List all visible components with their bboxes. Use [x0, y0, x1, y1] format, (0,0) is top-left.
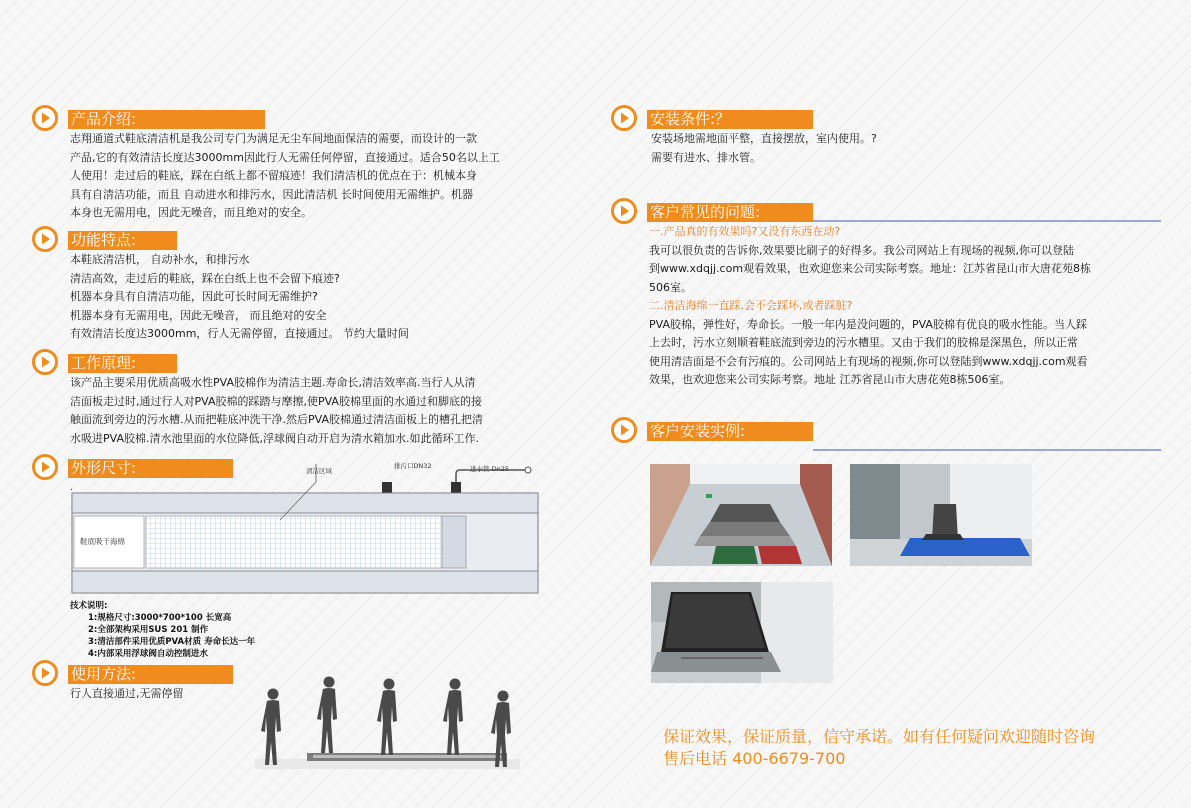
- section-title: 使用方法:: [68, 665, 233, 684]
- section-title: 客户安装实例:: [647, 422, 813, 441]
- walking-illustration: [255, 675, 520, 775]
- play-circle-icon: [32, 454, 58, 480]
- play-circle-icon: [611, 198, 637, 224]
- text-line: 清洁高效，走过后的鞋底，踩在白纸上也不会留下痕迹?: [70, 271, 340, 285]
- text-line: 上去时，污水立刻顺着鞋底流到旁边的污水槽里。又由于我们的胶棉是深黑色，所以正常: [649, 336, 1078, 349]
- inlet-port: [451, 482, 461, 494]
- text-line: 到www.xdqjj.com观看效果，也欢迎您来公司实际考察。地址：江苏省昆山市大唐花苑8栋: [649, 262, 1092, 275]
- section-header: [32, 229, 562, 251]
- text-line: 有效清洁长度达3000mm，行人无需停留，直接通过。 节约大量时间: [70, 327, 409, 340]
- section-header: [32, 352, 562, 374]
- case-photo-cleanroom: [850, 464, 1032, 566]
- section-header: [32, 108, 562, 130]
- text-line: 本鞋底清洁机， 自动补水，和排污水: [70, 253, 250, 266]
- play-circle-icon: [32, 660, 58, 686]
- clean-area-label: 清洁区域: [306, 467, 332, 475]
- text-line: 需要有进水、排水管。: [651, 150, 761, 164]
- section-title: 客户常见的问题:: [647, 203, 813, 222]
- section-faq: [611, 201, 1171, 390]
- footer-slogan: 保证效果，保证质量，信守承诺。如有任何疑问欢迎随时咨询: [663, 727, 1096, 746]
- section-install: [611, 108, 1161, 167]
- text-line: 具有自清洁功能，而且 自动进水和排污水，因此清洁机 长时间使用无需维护。机器: [70, 187, 473, 201]
- text-line: 产品,它的有效清洁长度达3000mm因此行人无需任何停留，直接通过。适合50名以上工: [70, 150, 500, 164]
- text-line: 志翔通道式鞋底清洁机是我公司专门为满足无尘车间地面保洁的需要，而设计的一款: [70, 132, 477, 145]
- features-text: [70, 251, 562, 344]
- text-line: 使用清洁面是不会有污痕的。公司网站上有现场的视频,你可以登陆到www.xdqjj.com观看: [649, 354, 1088, 368]
- play-circle-icon: [611, 417, 637, 443]
- tech-title: 技术说明:: [70, 601, 108, 611]
- case-photo-corridor: [650, 464, 832, 566]
- inlet-label: 进水管 Dn25: [470, 465, 509, 473]
- text-line: 洁面板走过时,通过行人对PVA胶棉的踩踏与摩擦,使PVA胶棉里面的水通过和脚底的接: [70, 394, 482, 408]
- tech-notes: [70, 600, 255, 660]
- text-line: 我可以很负责的告诉你,效果要比刷子的好得多。我公司网站上有现场的视频,你可以登陆: [649, 243, 1074, 257]
- walker-figure: [377, 679, 397, 756]
- tech-item: 2:全部架构采用SUS 201 制作: [88, 625, 209, 635]
- dimension-diagram: [70, 458, 540, 598]
- section-intro: [32, 108, 562, 223]
- section-rule: [813, 449, 1161, 451]
- text-line: 本身也无需用电，因此无噪音，而且绝对的安全。: [70, 206, 312, 219]
- walker-figure: [443, 679, 463, 756]
- text-line: 机器本身具有自清洁功能，因此可长时间无需维护?: [70, 290, 318, 303]
- faq-question: 一.产品真的有效果吗?又没有东西在动?: [649, 225, 841, 238]
- section-rule: [813, 220, 1161, 222]
- play-circle-icon: [611, 105, 637, 131]
- cleaning-grid: [146, 516, 442, 568]
- section-cases: [611, 420, 1161, 442]
- section-title: 功能特点:: [68, 231, 177, 250]
- install-text: [651, 130, 1161, 167]
- play-circle-icon: [32, 349, 58, 375]
- text-line: PVA胶棉，弹性好，寿命长。一般一年内是没问题的，PVA胶棉有优良的吸水性能。当人踩: [649, 317, 1087, 331]
- faq-question: 二.清洁海绵一直踩,会不会踩坏,或者踩脏?: [649, 299, 853, 312]
- section-header: [611, 420, 1161, 442]
- walker-figure: [317, 677, 337, 754]
- section-header: [611, 201, 1171, 223]
- text-line: 该产品主要采用优质高吸水性PVA胶棉作为清洁主题.寿命长,清洁效率高.当行人从清: [70, 376, 476, 389]
- tech-item: 3:清洁部件采用优质PVA材质 寿命长达一年: [88, 637, 256, 647]
- usage-text: 行人直接通过,无需停留: [70, 687, 184, 700]
- section-principle: [32, 352, 562, 448]
- section-title: 产品介绍:: [68, 110, 265, 129]
- section-title: 安装条件:？: [647, 110, 813, 129]
- machine-top-rail: [72, 493, 538, 513]
- text-line: 人使用！走过后的鞋底，踩在白纸上都不留痕迹！我们清洁机的优点在于：机械本身: [70, 169, 477, 182]
- text-line: 效果，也欢迎您来公司实际考察。地址 江苏省昆山市大唐花苑8栋506室。: [649, 373, 1011, 386]
- text-line: 水吸进PVA胶棉.清水池里面的水位降低,浮球阀自动开启为清水箱加水.如此循环工作.: [70, 431, 479, 445]
- mat-slots: [313, 755, 501, 758]
- case-photo-mat: [651, 582, 833, 683]
- footer-phone: 售后电话 400-6679-700: [663, 749, 846, 768]
- dot-mark: .: [70, 483, 73, 493]
- text-line: 机器本身有无需用电，因此无噪音， 而且绝对的安全: [70, 308, 327, 322]
- intro-text: [70, 130, 562, 223]
- play-circle-icon: [32, 105, 58, 131]
- inlet-valve: [525, 467, 531, 473]
- tech-item: 4:内部采用浮球阀自动控制进水: [88, 649, 208, 659]
- text-line: 506室。: [649, 280, 692, 294]
- section-title: 工作原理:: [68, 354, 177, 373]
- sponge-label: 鞋底吸干海绵: [80, 537, 125, 546]
- machine-bottom-rail: [72, 571, 538, 593]
- tech-item: 1:规格尺寸:3000*700*100 长宽高: [88, 613, 232, 623]
- text-line: 触面流到旁边的污水槽.从而把鞋底冲洗干净.然后PVA胶棉通过清洁面板上的槽孔把清: [70, 413, 483, 426]
- play-circle-icon: [32, 226, 58, 252]
- drain-label: 排污口DN32: [394, 462, 432, 470]
- section-title: 外形尺寸:: [68, 459, 233, 478]
- text-line: 安装场地需地面平整，直接摆放，室内使用。?: [651, 132, 877, 145]
- drain-channel: [442, 516, 466, 568]
- section-features: [32, 229, 562, 344]
- walker-figure: [261, 689, 281, 766]
- faq-text: [649, 223, 1171, 390]
- footer-contact: [663, 726, 1095, 770]
- section-header: [611, 108, 1161, 130]
- drain-port: [382, 482, 392, 494]
- principle-text: [70, 374, 562, 448]
